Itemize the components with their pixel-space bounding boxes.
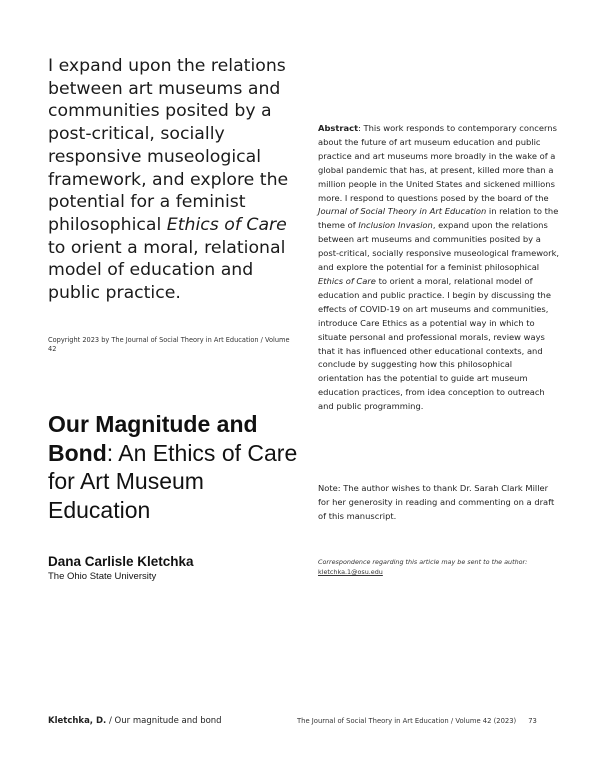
abstract-theme: Inclusion Invasion xyxy=(358,220,433,231)
footer-short-title: / Our magnitude and bond xyxy=(108,716,222,726)
running-footer-right xyxy=(297,717,537,725)
author-name: Dana Carlisle Kletchka xyxy=(48,554,194,569)
abstract-journal-name: Journal of Social Theory in Art Education xyxy=(318,206,487,217)
abstract-text-3: , expand upon the relations between art museums and communities posited by a post-critical, socially responsive museological framework, and explore the potential for a feminist philosophical xyxy=(318,220,560,273)
abstract-text-2: in relation to the theme of xyxy=(318,206,559,231)
correspondence-text: Correspondence regarding this article may be sent to the author: xyxy=(318,558,528,566)
abstract-text-4: to orient a moral, relational model of education and public practice. I begin by discussing the effects of COVID-19 on art museums and communities, introduce Care Ethics as a potential way in which to situate personal and professional morals, review ways that it has influenced other educational contexts, and conclude by suggesting how this philosophical orientation has the potential to guide art museum education practices, from idea conception to outreach and public programming. xyxy=(318,275,551,412)
footer-journal: The Journal of Social Theory in Art Education / Volume 42 (2023) xyxy=(297,717,517,725)
article-title-bold: Our Magnitude and Bond xyxy=(48,411,258,466)
abstract xyxy=(318,122,560,414)
footer-author: Kletchka, D. xyxy=(48,716,107,726)
pull-quote-text: I expand upon the relations between art museums and communities posited by a post-critical, socially responsive museological framework, and explore the potential for a feminist philosophical xyxy=(48,56,289,235)
copyright-notice: Copyright 2023 by The Journal of Social Theory in Art Education / Volume 42 xyxy=(48,336,290,353)
pull-quote-text-end: to orient a moral, relational model of education and public practice. xyxy=(48,237,286,304)
correspondence xyxy=(318,557,558,577)
abstract-text-1: : This work responds to contemporary concerns about the future of art museum education and public practice and art museums more broadly in the wake of a global pandemic that has, at present, killed more than a million people in the United States and sickened millions more. I respond to questions posed by the board of the xyxy=(318,123,557,203)
correspondence-email-link[interactable]: kletchka.1@osu.edu xyxy=(318,568,383,576)
abstract-label: Abstract xyxy=(318,123,359,133)
running-footer-left xyxy=(48,716,222,726)
abstract-ethics: Ethics of Care xyxy=(318,275,376,286)
article-title-subtitle: : An Ethics of Care for Art Museum Education xyxy=(48,439,298,523)
pull-quote-italic: Ethics of Care xyxy=(166,214,287,235)
pull-quote xyxy=(48,55,293,305)
article-title xyxy=(48,410,298,524)
author-note: Note: The author wishes to thank Dr. Sarah Clark Miller for her generosity in reading and commenting on a draft of this manuscript. xyxy=(318,483,555,521)
page-number: 73 xyxy=(528,717,537,725)
author-affiliation: The Ohio State University xyxy=(48,571,157,582)
